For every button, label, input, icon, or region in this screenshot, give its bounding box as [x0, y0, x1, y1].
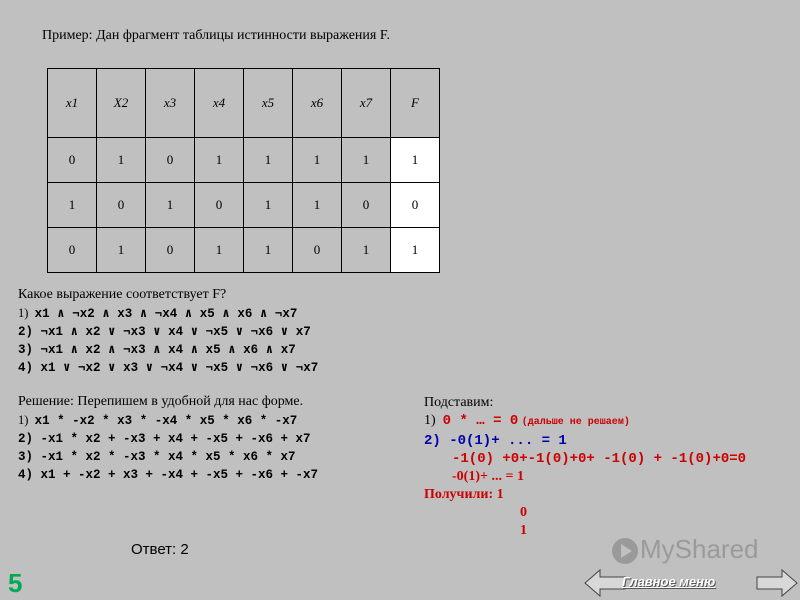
option-1: [18, 304, 318, 323]
solution-4: 4) x1 + -x2 + x3 + -x4 + -x5 + -x6 + -x7: [18, 468, 319, 482]
option-4: 4) x1 ∨ ¬x2 ∨ x3 ∨ ¬x4 ∨ ¬x5 ∨ ¬x6 ∨ ¬x7: [18, 361, 319, 375]
substitute-block: [424, 394, 746, 540]
table-cell: 1: [342, 138, 391, 183]
option-1-number: 1): [18, 306, 29, 320]
table-cell-f: 1: [391, 228, 440, 273]
table-cell: 1: [97, 228, 146, 273]
table-cell-f: 1: [391, 138, 440, 183]
option-1-text: x1 ∧ ¬x2 ∧ x3 ∧ ¬x4 ∧ x5 ∧ x6 ∧ ¬x7: [34, 307, 298, 321]
header-cell: x1: [48, 69, 97, 138]
forward-arrow-icon[interactable]: [756, 568, 798, 598]
table-cell: 0: [48, 138, 97, 183]
solution-1-text: x1 * -x2 * x3 * -x4 * x5 * x6 * -x7: [34, 414, 298, 428]
solution-3: 3) -x1 * x2 * -x3 * x4 * x5 * x6 * x7: [18, 450, 296, 464]
options-list: [18, 304, 318, 377]
answer-text: Ответ: 2: [131, 541, 189, 558]
header-cell: x6: [293, 69, 342, 138]
option-2: 2) ¬x1 ∧ x2 ∨ ¬x3 ∨ x4 ∨ ¬x5 ∨ ¬x6 ∨ x7: [18, 325, 311, 339]
substitute-line-1: [424, 412, 746, 432]
header-cell: F: [391, 69, 440, 138]
slide-number: 5: [8, 568, 23, 598]
table-cell: 0: [146, 228, 195, 273]
table-cell: 1: [244, 138, 293, 183]
substitute-line-4: -0(1)+ ... = 1: [452, 469, 524, 484]
example-title: Пример: Дан фрагмент таблицы истинности выражения F.: [42, 28, 390, 43]
option-3: 3) ¬x1 ∧ x2 ∧ ¬x3 ∧ x4 ∧ x5 ∧ x6 ∧ x7: [18, 343, 296, 357]
table-cell-f: 0: [391, 183, 440, 228]
solution-2: 2) -x1 * x2 + -x3 + x4 + -x5 + -x6 + x7: [18, 432, 311, 446]
substitute-line-1-value: 0 * … = 0: [442, 413, 519, 429]
result-value-3: 1: [520, 523, 527, 538]
table-cell: 0: [293, 228, 342, 273]
header-cell: x7: [342, 69, 391, 138]
result-value-2: 0: [520, 505, 527, 520]
substitute-line-1-number: 1): [424, 413, 436, 428]
table-cell: 1: [146, 183, 195, 228]
table-cell: 1: [195, 138, 244, 183]
back-arrow-icon[interactable]: [584, 568, 626, 598]
solution-1: [18, 411, 318, 430]
substitute-line-1-note: (дальше не решаем): [521, 417, 630, 428]
result-line: [424, 486, 746, 504]
watermark-logo: [610, 534, 759, 566]
table-cell: 1: [342, 228, 391, 273]
table-cell: 0: [48, 228, 97, 273]
header-cell: x5: [244, 69, 293, 138]
play-icon: [610, 536, 640, 566]
substitute-line-3: -1(0) +0+-1(0)+0+ -1(0) + -1(0)+0=0: [452, 451, 747, 467]
table-header-row: [48, 69, 440, 138]
substitute-line-2: 2) -0(1)+ ... = 1: [424, 433, 567, 449]
table-cell: 1: [195, 228, 244, 273]
table-cell: 0: [342, 183, 391, 228]
table-cell: 1: [97, 138, 146, 183]
table-cell: 0: [146, 138, 195, 183]
watermark-text: MyShared: [640, 534, 759, 564]
table-row: [48, 228, 440, 273]
main-menu-link[interactable]: Главное меню: [622, 574, 716, 589]
solution-heading: Решение: Перепишем в удобной для нас форме.: [18, 394, 304, 409]
result-value-1: 1: [496, 487, 504, 502]
table-row: [48, 183, 440, 228]
solution-list: [18, 411, 318, 484]
question-text: Какое выражение соответствует F?: [18, 287, 227, 302]
table-row: [48, 138, 440, 183]
table-cell: 1: [244, 228, 293, 273]
result-label: Получили:: [424, 487, 494, 502]
header-cell: x4: [195, 69, 244, 138]
table-cell: 0: [195, 183, 244, 228]
table-cell: 0: [97, 183, 146, 228]
table-cell: 1: [48, 183, 97, 228]
table-cell: 1: [293, 138, 342, 183]
substitute-heading: Подставим:: [424, 395, 494, 410]
table-cell: 1: [293, 183, 342, 228]
solution-1-number: 1): [18, 413, 29, 427]
header-cell: X2: [97, 69, 146, 138]
table-cell: 1: [244, 183, 293, 228]
header-cell: x3: [146, 69, 195, 138]
truth-table: [47, 68, 440, 273]
